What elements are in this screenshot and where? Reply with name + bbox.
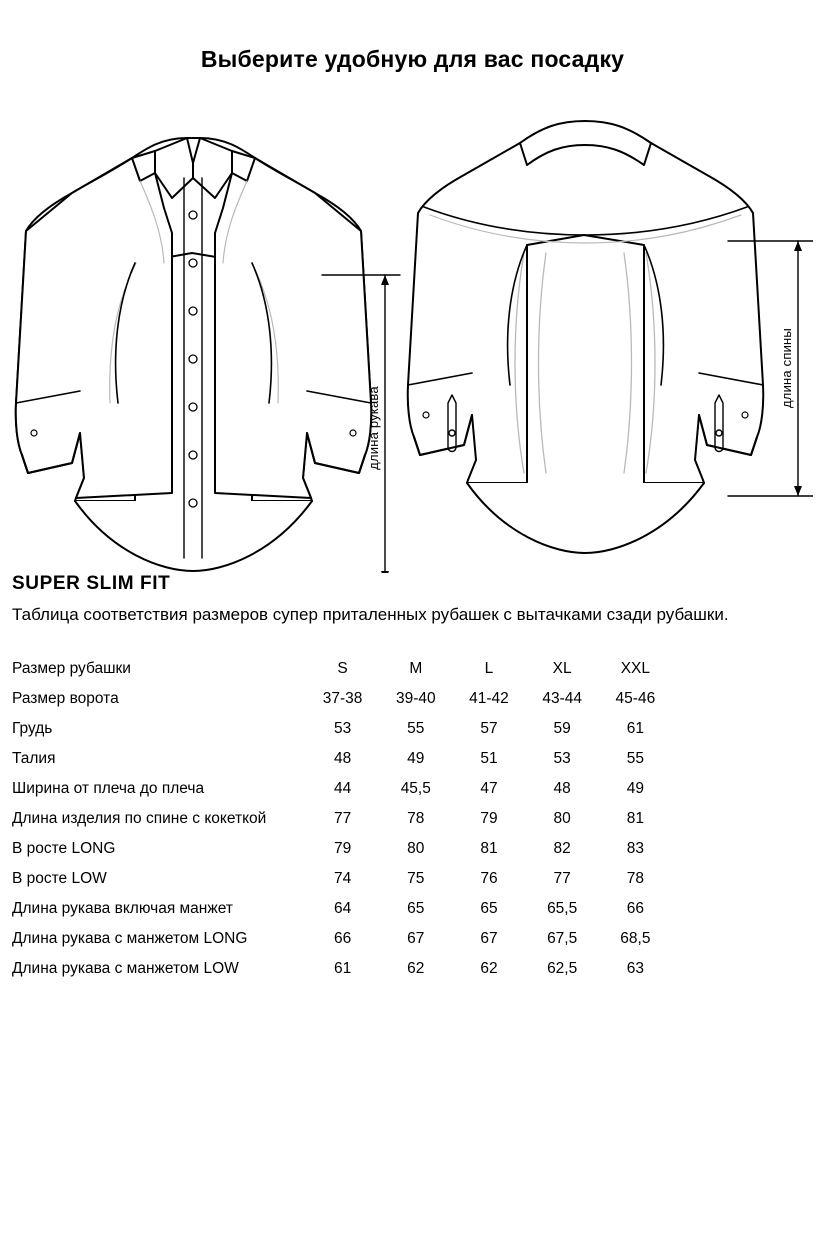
size-guide-page xyxy=(0,46,825,1246)
row-value: 61 xyxy=(333,959,352,977)
row-value: 67,5 xyxy=(547,929,578,947)
row-value: 48 xyxy=(553,779,571,797)
table-header-size: L xyxy=(484,659,494,677)
row-value: 77 xyxy=(333,809,352,827)
table-row xyxy=(12,744,672,774)
fit-description: Таблица соответствия размеров супер приталенных рубашек с вытачками сзади рубашки. xyxy=(12,605,729,624)
row-value: 64 xyxy=(333,899,352,917)
table-row xyxy=(12,894,672,924)
front-sleeve-length-label: длина рукава xyxy=(366,386,381,470)
row-value: 45,5 xyxy=(400,779,431,797)
row-value: 74 xyxy=(333,869,352,887)
row-value: 63 xyxy=(626,959,644,977)
row-label: Длина рукава с манжетом LONG xyxy=(12,929,248,947)
table-header-row xyxy=(12,654,672,684)
row-label: Длина рукава включая манжет xyxy=(12,899,233,917)
table-row xyxy=(12,954,672,984)
row-value: 79 xyxy=(480,809,498,827)
row-value: 51 xyxy=(480,749,498,767)
row-value: 45-46 xyxy=(615,689,656,707)
row-value: 75 xyxy=(407,869,425,887)
row-value: 82 xyxy=(553,839,571,857)
table-header-label: Размер рубашки xyxy=(12,659,131,677)
row-value: 62 xyxy=(480,959,498,977)
back-shirt-drawing xyxy=(408,121,764,553)
back-length-label: длина спины xyxy=(779,328,794,408)
row-value: 62 xyxy=(407,959,425,977)
row-value: 65 xyxy=(480,899,498,917)
row-value: 80 xyxy=(553,809,571,827)
row-value: 79 xyxy=(333,839,352,857)
table-row xyxy=(12,684,672,714)
table-row xyxy=(12,774,672,804)
row-value: 48 xyxy=(333,749,352,767)
row-label: Талия xyxy=(12,749,56,767)
row-value: 76 xyxy=(480,869,498,887)
size-table xyxy=(12,654,672,984)
row-value: 49 xyxy=(626,779,644,797)
row-value: 37-38 xyxy=(322,689,363,707)
row-value: 55 xyxy=(626,749,644,767)
table-header-size: XXL xyxy=(620,659,651,677)
row-label: В росте LOW xyxy=(12,869,107,887)
row-label: Длина изделия по спине с кокеткой xyxy=(12,809,267,827)
row-value: 62,5 xyxy=(547,959,578,977)
row-value: 43-44 xyxy=(542,689,582,707)
row-value: 80 xyxy=(407,839,425,857)
row-value: 78 xyxy=(407,809,425,827)
page-title: Выберите удобную для вас посадку xyxy=(200,46,625,72)
row-value: 67 xyxy=(480,929,498,947)
row-value: 81 xyxy=(480,839,498,857)
shirt-illustrations xyxy=(12,103,813,573)
row-value: 83 xyxy=(626,839,644,857)
row-label: Размер ворота xyxy=(12,689,119,707)
row-value: 53 xyxy=(553,749,571,767)
row-label: Грудь xyxy=(12,719,53,737)
row-value: 65,5 xyxy=(547,899,578,917)
row-value: 61 xyxy=(626,719,644,737)
row-value: 68,5 xyxy=(620,929,651,947)
row-value: 47 xyxy=(480,779,498,797)
row-label: Ширина от плеча до плеча xyxy=(12,779,205,797)
table-row xyxy=(12,834,672,864)
row-value: 66 xyxy=(333,929,352,947)
row-value: 66 xyxy=(626,899,644,917)
row-value: 53 xyxy=(333,719,352,737)
row-value: 49 xyxy=(407,749,425,767)
row-value: 41-42 xyxy=(469,689,509,707)
row-value: 55 xyxy=(407,719,425,737)
row-value: 78 xyxy=(626,869,644,887)
table-header-size: M xyxy=(409,659,423,677)
row-value: 67 xyxy=(407,929,425,947)
row-label: Длина рукава с манжетом LOW xyxy=(12,959,239,977)
table-row xyxy=(12,864,672,894)
table-row xyxy=(12,714,672,744)
fit-title: SUPER SLIM FIT xyxy=(12,573,171,594)
row-value: 65 xyxy=(407,899,425,917)
row-label: В росте LONG xyxy=(12,839,116,857)
row-value: 77 xyxy=(553,869,571,887)
table-header-size: S xyxy=(337,659,348,677)
table-row xyxy=(12,924,672,954)
row-value: 81 xyxy=(626,809,644,827)
table-header-size: XL xyxy=(552,659,572,677)
table-row xyxy=(12,804,672,834)
row-value: 57 xyxy=(480,719,498,737)
front-shirt-drawing xyxy=(16,138,372,571)
row-value: 44 xyxy=(333,779,352,797)
row-value: 39-40 xyxy=(395,689,436,707)
row-value: 59 xyxy=(553,719,571,737)
